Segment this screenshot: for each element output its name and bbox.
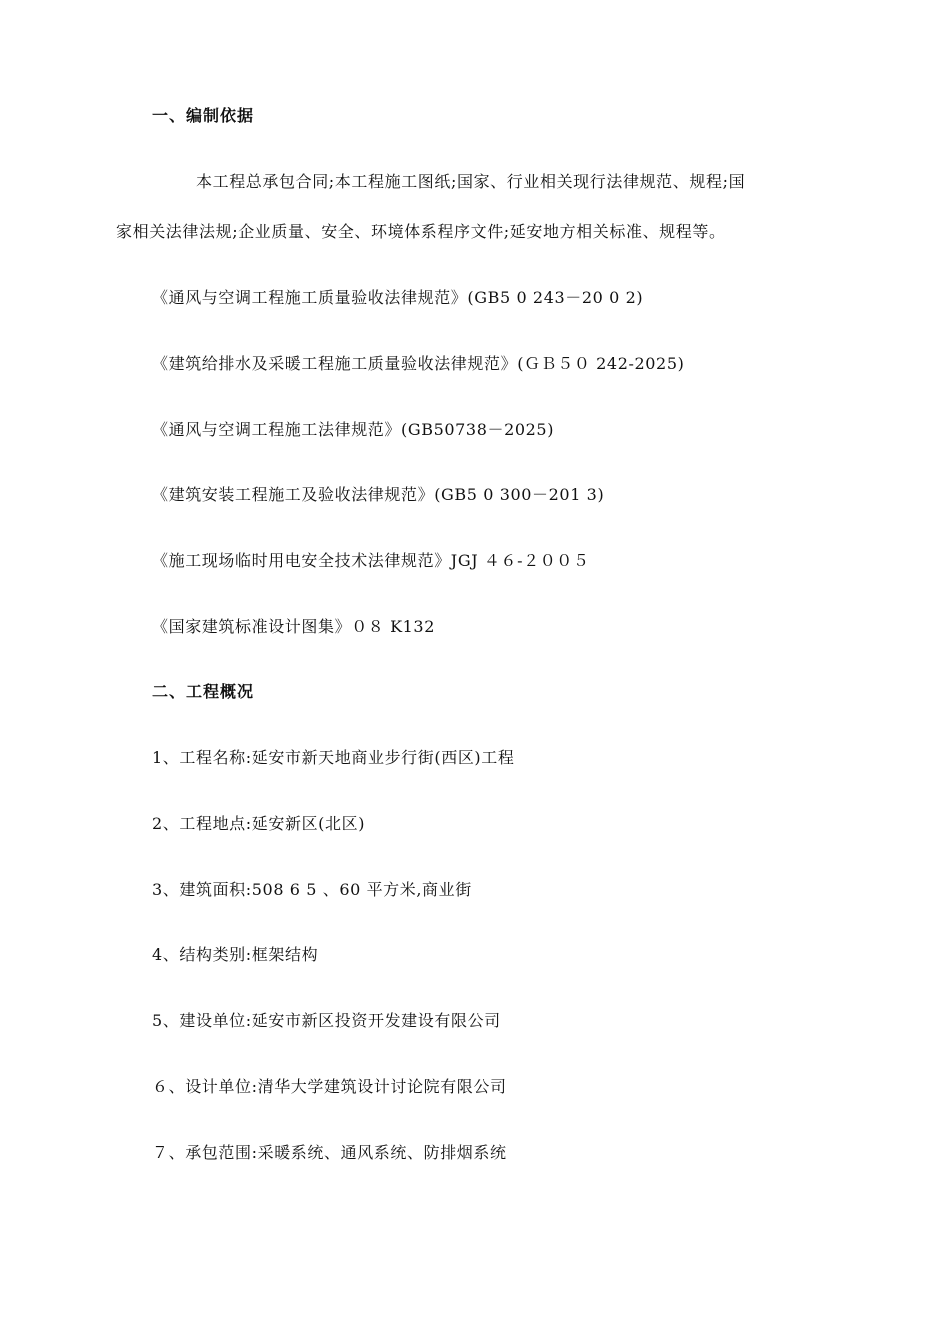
intro-paragraph-line-1: 本工程总承包合同;本工程施工图纸;国家、行业相关现行法律规范、规程;国 bbox=[196, 172, 746, 191]
standard-item: 《施工现场临时用电安全技术法律规范》JGJ ４６-２００５ bbox=[152, 551, 590, 570]
section-heading-basis: 一、编制依据 bbox=[152, 106, 255, 125]
standard-item: 《通风与空调工程施工法律规范》(GB50738－2025) bbox=[152, 420, 555, 439]
standard-item: 《建筑给排水及采暖工程施工质量验收法律规范》(ＧＢ５０ 242-2025) bbox=[152, 354, 685, 373]
overview-item: 3、建筑面积:508 6 5 、60 平方米,商业街 bbox=[152, 880, 472, 899]
intro-paragraph-line-2: 家相关法律法规;企业质量、安全、环境体系程序文件;延安地方相关标准、规程等。 bbox=[116, 222, 726, 241]
overview-item: 1、工程名称:延安市新天地商业步行街(西区)工程 bbox=[152, 748, 515, 767]
section-heading-overview: 二、工程概况 bbox=[152, 682, 255, 701]
standard-item: 《建筑安装工程施工及验收法律规范》(GB5 0 300－201 3) bbox=[152, 485, 605, 504]
overview-item: 4、结构类别:框架结构 bbox=[152, 945, 319, 964]
overview-item: 5、建设单位:延安市新区投资开发建设有限公司 bbox=[152, 1011, 501, 1030]
overview-item: ７、承包范围:采暖系统、通风系统、防排烟系统 bbox=[152, 1143, 507, 1162]
overview-item: ６、设计单位:清华大学建筑设计讨论院有限公司 bbox=[152, 1077, 507, 1096]
standard-item: 《国家建筑标准设计图集》０８ K132 bbox=[152, 617, 435, 636]
overview-item: 2、工程地点:延安新区(北区) bbox=[152, 814, 366, 833]
standard-item: 《通风与空调工程施工质量验收法律规范》(GB5 0 243－20 0 2) bbox=[152, 288, 644, 307]
